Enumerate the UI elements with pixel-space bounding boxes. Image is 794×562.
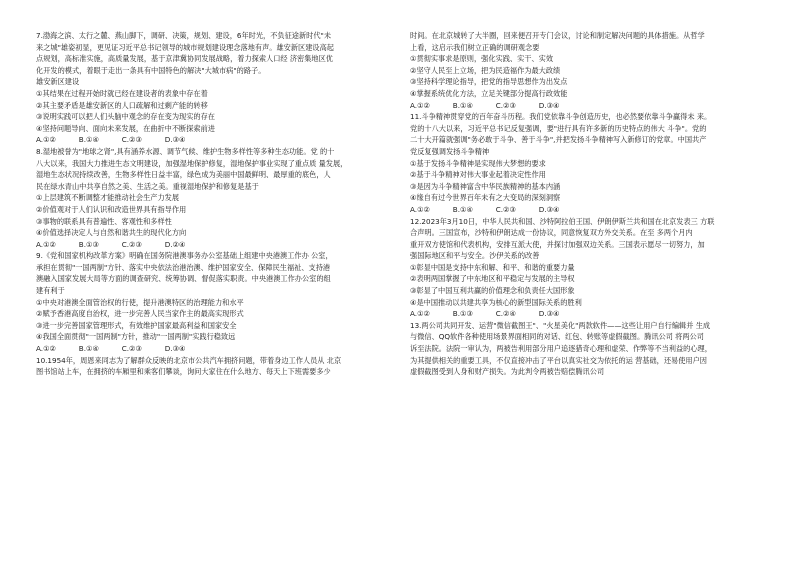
text-line: ①彰显中国是支持中东和解、和平、和谐的重要力量 bbox=[410, 262, 575, 272]
text-line: ②赋予香港高度自治权，进一步完善人民当家作主的最高实现形式 bbox=[36, 309, 244, 319]
text-line: 重开双方使馆和代表机构，安排互派大使，并探讨加强双边关系。三国表示愿尽一切努力，加 bbox=[410, 239, 705, 249]
text-line: ④我国全面贯彻"一国两制"方针，推动"一国两制"实践行稳致远 bbox=[36, 332, 236, 342]
text-line: ③是因为斗争精神富含中华民族精神的基本内涵 bbox=[410, 181, 561, 191]
text-line: ②坚守人民至上立场，把为民造福作为最大政绩 bbox=[410, 65, 561, 75]
text-line: ①基于发扬斗争精神是实现伟大梦想的要求 bbox=[410, 158, 546, 168]
text-line: 诉至法院。法院一审认为，两被告利用部分用户追逐猎奇心理和虚荣、作弊等不当利益的心理， bbox=[410, 344, 712, 354]
text-line: 民在绿水青山中共享自然之美、生活之美。重视湿地保护和修复是基于 bbox=[36, 181, 259, 191]
text-line: 澳融入国家发展大局等方面的调查研究、统筹协调、督促落实职责。中央港澳工作办公室的组 bbox=[36, 274, 331, 284]
text-line: ②表明两国掌握了中东地区和平稳定与发展的主导权 bbox=[410, 274, 575, 284]
text-line: 上看，这启示我们树立正确的调研观念要 bbox=[410, 42, 540, 52]
text-line: 党反复强调发扬斗争精神 bbox=[410, 146, 490, 156]
text-line: 为其提供相关的重要工具，不仅直接冲击了平台以真实社交为依托的运 营基础，还易使用户因 bbox=[410, 355, 707, 365]
text-line: ②基于斗争精神对伟大事业起着决定性作用 bbox=[410, 170, 546, 180]
text-line: 8.湿地被誉为"地球之肾",具有涵养水源、调节气候、维护生物多样性等多种生态功能。党 的十 bbox=[36, 146, 335, 156]
text-line: 湿地生态状况持续改善，生物多样性日益丰富，绿色成为美丽中国最鲜明、最厚重的底色，人 bbox=[36, 170, 331, 180]
text-line: 合声明。三国宣布，沙特和伊朗达成一份协议，同意恢复双方外交关系。在至 多两个月内 bbox=[410, 228, 693, 238]
text-line: 雄安新区建设 bbox=[36, 77, 80, 87]
text-line: ③彰显了中国互利共赢的价值理念和负责任大国形象 bbox=[410, 286, 575, 296]
text-line: ④缘自有过今世界百年未有之大变局的深刻洞察 bbox=[410, 193, 561, 203]
text-line: 承担在贯彻"一国两制"方针、落实中央依法治港治澳、维护国家安全、保障民生福祉、支持港 bbox=[36, 262, 331, 272]
right-column bbox=[410, 30, 762, 378]
text-line: ④是中国推动以共建共享为核心的新型国际关系的胜利 bbox=[410, 297, 582, 307]
text-line: 建有利于 bbox=[36, 286, 65, 296]
left-column bbox=[36, 30, 388, 378]
text-line: 点规划，高标准实施，高质量发展，基于京津冀协同发展战略，着力探索人口经 济密集地区优 bbox=[36, 54, 333, 64]
text-line: 图书馆站上车，在拥挤的车厢里和乘客们攀谈，询问大家住在什么地方、每天上下班需要多少 bbox=[36, 367, 331, 377]
text-line: ①上层建筑不断调整才能推动社会生产力发展 bbox=[36, 193, 180, 203]
text-line: ①中央对港澳全面管治权的行使，提升港澳特区的治理能力和水平 bbox=[36, 297, 244, 307]
text-line: 与微信、QQ软件各种使用场景界面相同的对话、红包、转账等虚假截图。腾讯公司 将两公司 bbox=[410, 332, 704, 342]
text-line: 强国际地区和平与安全。沙伊关系的改善 bbox=[410, 251, 540, 261]
text-line: 党的十八大以来，习近平总书记反复强调，要"进行具有许多新的历史特点的伟大 斗争"。党的 bbox=[410, 123, 707, 133]
text-line: ②其主要矛盾是雄安新区的人口疏解和过剩产能的转移 bbox=[36, 100, 208, 110]
text-line: 虚假截图受到人身和财产损失。为此判令两被告赔偿腾讯公司 bbox=[410, 367, 605, 377]
text-line: ③事物的联系具有普遍性、客观性和多样性 bbox=[36, 216, 172, 226]
text-line: ②价值观对于人们认识和改造世界具有指导作用 bbox=[36, 204, 187, 214]
text-line: 13.两公司共同开发、运营"微信截图王"、"火星美化"两款软件——这些让用户自行编辑并 生成 bbox=[410, 320, 711, 330]
answer-options: A.①② B.①④ C.②③ D.③④ bbox=[410, 100, 560, 110]
answer-options: A.①② B.①④ C.②③ D.③④ bbox=[410, 204, 560, 214]
text-line: ①其结果在过程开始时就已经在建设者的表象中存在着 bbox=[36, 88, 208, 98]
text-line: 时间。在北京城转了大半圈，回来便召开专门会议，讨论和制定解决问题的具体措施。从哲学 bbox=[410, 31, 705, 40]
text-line: 12.2023年3月10日，中华人民共和国、沙特阿拉伯王国、伊朗伊斯兰共和国在北京发表三 方联 bbox=[410, 216, 715, 226]
answer-options: A.①② B.①④ C.②③ D.③④ bbox=[36, 344, 186, 354]
text-line: ④价值选择决定人与自然和谐共生的现代化方向 bbox=[36, 228, 187, 238]
answer-options: A.①② B.①④ C.②③ D.③④ bbox=[36, 135, 186, 145]
text-line: ③坚持科学理论指导，把党的指导思想作为出发点 bbox=[410, 77, 568, 87]
answer-options: A.①② B.①③ C.②③ D.②④ bbox=[36, 239, 186, 249]
text-line: 10.1954年，周恩来同志为了解群众反映的北京市公共汽车拥挤问题，带着身边工作人员从 北京 bbox=[36, 355, 342, 365]
text-line: 11.斗争精神贯穿党的百年奋斗历程。我们党依靠斗争创造历史，也必然要依靠斗争赢得未 来。 bbox=[410, 112, 712, 122]
text-line: 7.渤海之滨、太行之麓、燕山脚下，调研、决策，规划、建设，6年时光，不负征途新时代"未 bbox=[36, 31, 332, 40]
text-line: ③进一步完善国家管理形式，有效维护国家最高利益和国家安全 bbox=[36, 320, 237, 330]
text-line: ④坚持问题导向、面向未来发展，在曲折中不断探索前进 bbox=[36, 123, 215, 133]
text-line: 9.《党和国家机构改革方案》明确在国务院港澳事务办公室基础上组建中央港澳工作办 公室， bbox=[36, 251, 333, 261]
text-line: ①贯彻实事求是原则，强化实践、实干、实效 bbox=[410, 54, 554, 64]
text-line: ③说明实践可以把人们头脑中观念的存在变为现实的存在 bbox=[36, 112, 215, 122]
answer-options: A.①② B.①③ C.②④ D.③④ bbox=[410, 309, 560, 319]
text-line: ④掌握系统优化方法，立足关键部分提高行政效能 bbox=[410, 88, 568, 98]
text-line: 二十大开篇就强调"务必敢于斗争、善于斗争",并把发扬斗争精神写入新修订的党章。中国共产 bbox=[410, 135, 707, 145]
text-line: 化开发的模式，着眼于走出一条具有中国特色的解决"大城市病"的路子。 bbox=[36, 65, 266, 75]
text-line: 八大以来，我国大力推进生态文明建设，加强湿地保护修复，湿地保护事业实现了重点质 量发展， bbox=[36, 158, 348, 168]
text-line: 来之城"雄姿初显，更见证习近平总书记领导的城市规划建设理念落地有声。雄安新区建设高起 bbox=[36, 42, 334, 52]
